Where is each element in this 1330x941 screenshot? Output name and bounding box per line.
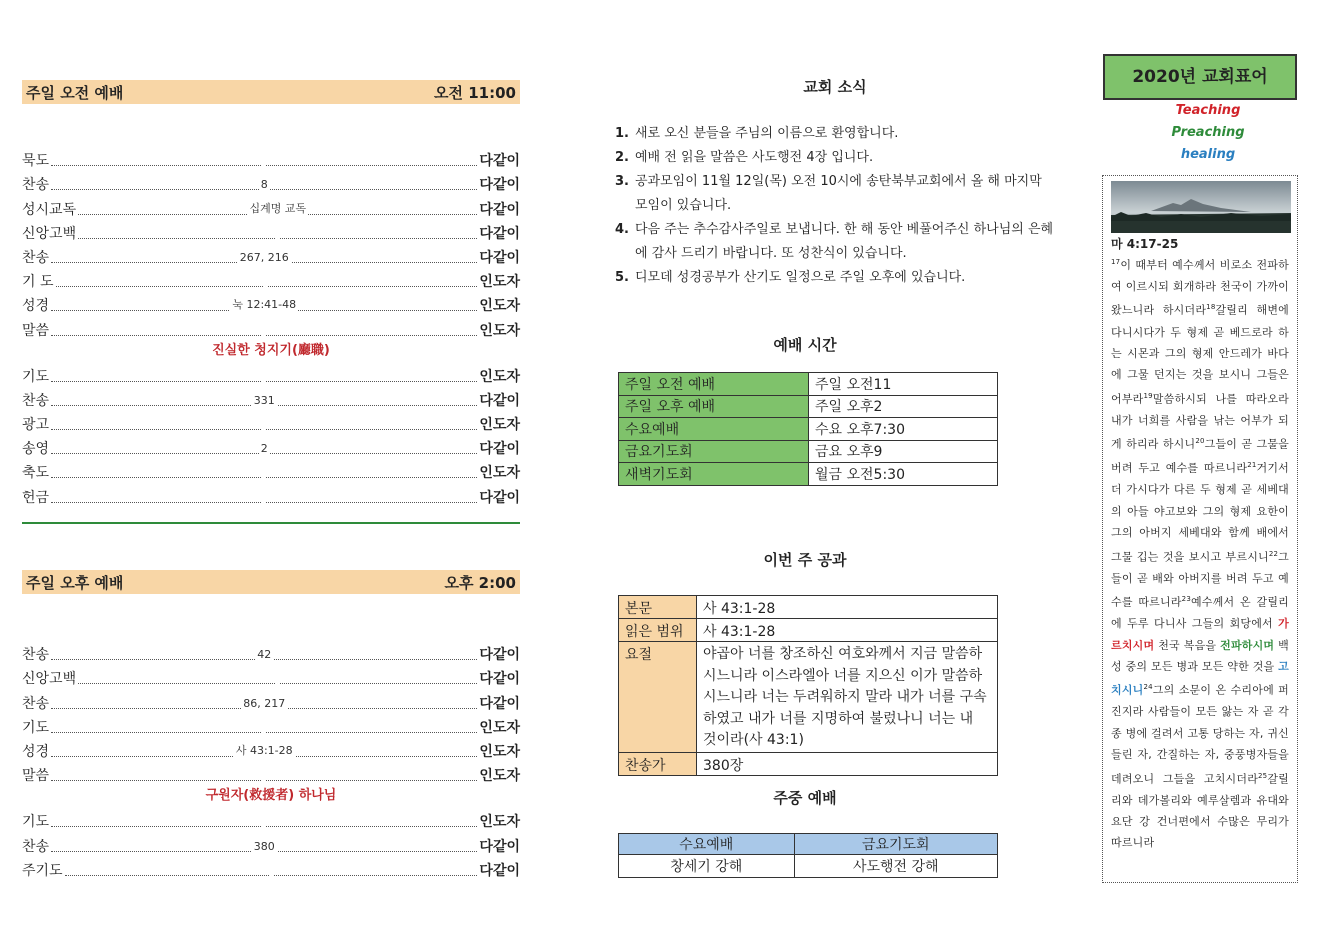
scripture-box — [1102, 175, 1298, 883]
lesson-table — [618, 595, 998, 776]
order-item-leader: 다같이 — [479, 225, 520, 242]
verse-highlight-teaching: 가르치시며 — [1111, 617, 1289, 652]
news-item-text: 새로 오신 분들을 주님의 이름으로 환영합니다. — [635, 126, 899, 141]
verse-highlight-healing: 고치시니 — [1111, 659, 1289, 697]
order-item-detail-text: 8 — [260, 178, 268, 192]
afternoon-order-list — [22, 640, 520, 880]
order-item-name: 송영 — [22, 441, 50, 458]
table-row — [619, 373, 998, 396]
order-item-detail-text — [269, 864, 273, 877]
order-item-detail — [51, 815, 477, 828]
news-item — [615, 218, 1055, 266]
news-item — [615, 170, 1055, 218]
lesson-value: 380장 — [697, 752, 998, 775]
order-row — [22, 458, 520, 482]
motto-preaching: Preaching — [1171, 125, 1245, 140]
order-item-name: 기도 — [22, 368, 50, 385]
motto-healing: healing — [1180, 147, 1236, 162]
afternoon-service — [22, 570, 520, 880]
order-item-detail — [78, 672, 477, 685]
afternoon-service-title: 주일 오후 예배 — [26, 573, 124, 592]
order-item-detail — [51, 442, 477, 455]
verse-segment: 백성 중의 모든 병과 모든 약한 것을 — [1111, 638, 1289, 673]
order-item-leader: 인도자 — [479, 768, 520, 785]
table-row — [619, 440, 998, 463]
order-row — [22, 170, 520, 194]
section-divider — [22, 522, 520, 524]
news-item-num: 5. — [615, 270, 629, 285]
order-item-detail — [51, 251, 477, 264]
order-item-name: 기도 — [22, 814, 50, 831]
church-news — [615, 76, 1055, 290]
order-item-name: 말씀 — [22, 322, 50, 339]
order-row — [22, 688, 520, 712]
verse-segment: 거기서 더 가시다가 다른 두 형제 곧 세베대의 아들 야고보와 그의 형제 요한이 그의 아버지 세베대와 함께 배에서 그물 깁는 것을 보시고 부르시니 — [1111, 461, 1289, 564]
lesson-label: 본문 — [619, 596, 697, 619]
order-row — [22, 219, 520, 243]
order-row — [22, 434, 520, 458]
news-item — [615, 122, 1055, 146]
verse-reference: 마 4:17-25 — [1111, 237, 1179, 251]
morning-service-time: 오전 11:00 — [434, 83, 516, 102]
order-item-name: 신앙고백 — [22, 225, 77, 242]
dot-leader — [51, 322, 477, 336]
midweek-header: 수요예배 — [619, 834, 795, 855]
order-row — [22, 315, 520, 339]
order-item-detail — [51, 324, 477, 337]
table-row — [619, 418, 998, 441]
table-row — [619, 596, 998, 619]
order-item-detail-text: 눅 12:41-48 — [232, 298, 297, 312]
order-item-leader: 인도자 — [479, 298, 520, 315]
order-item-detail-text — [262, 418, 266, 431]
order-item-detail-text: 380 — [253, 839, 275, 853]
motto-teaching: Teaching — [1175, 103, 1241, 118]
order-row — [22, 664, 520, 688]
order-item-detail-text: 331 — [253, 393, 275, 407]
order-item-leader: 인도자 — [479, 368, 520, 385]
order-item-detail-text: 십계명 교독 — [249, 201, 307, 215]
order-item-name: 축도 — [22, 465, 50, 482]
order-item-detail — [51, 648, 477, 661]
order-item-detail — [51, 742, 477, 758]
verse-highlight-preaching: 전파하시며 — [1220, 638, 1275, 652]
news-title: 교회 소식 — [803, 78, 867, 96]
midweek-table — [618, 833, 998, 878]
order-row — [22, 761, 520, 785]
verse-number: 21 — [1247, 461, 1257, 470]
lesson-value: 야곱아 너를 창조하신 여호와께서 지금 말씀하시느니라 이스라엘아 너를 지으신 이가 말씀하시느니라 너는 두려워하지 말라 내가 너를 구속하였고 내가 너를 지명하여 불렀나니 너는 내 것이라(사 43:1) — [697, 642, 998, 753]
order-item-detail-text — [262, 721, 266, 734]
motto-title: 2020년 교회표어 — [1103, 54, 1297, 100]
service-times-table — [618, 372, 998, 486]
order-item-detail — [51, 418, 477, 431]
order-item-leader: 인도자 — [479, 465, 520, 482]
order-item-detail — [51, 769, 477, 782]
order-item-detail — [51, 296, 477, 312]
dot-leader — [51, 743, 477, 757]
order-item-name: 헌금 — [22, 489, 50, 506]
order-item-leader: 다같이 — [479, 489, 520, 506]
order-item-detail — [51, 840, 477, 853]
dot-leader — [51, 489, 477, 503]
order-item-detail — [51, 466, 477, 479]
sermon-title: 구원자(救援者) 하나님 — [205, 788, 337, 804]
morning-service-title: 주일 오전 예배 — [26, 83, 124, 102]
verse-segment: 그의 소문이 온 수리아에 퍼진지라 사람들이 모든 앓는 자 곧 각종 병에 걸려서 고통 당하는 자, 귀신 들린 자, 간질하는 자, 중풍병자들을 데려오니 그들을 고치시더라 — [1111, 683, 1289, 786]
order-item-name: 말씀 — [22, 768, 50, 785]
dot-leader — [51, 813, 477, 827]
order-item-detail-text — [264, 275, 268, 288]
order-item-detail — [51, 721, 477, 734]
order-item-leader: 다같이 — [479, 392, 520, 409]
order-item-leader: 다같이 — [479, 249, 520, 266]
order-item-name: 찬송 — [22, 392, 50, 409]
news-item-num: 3. — [615, 174, 629, 189]
dot-leader — [51, 838, 477, 852]
table-row — [619, 834, 998, 855]
verse-number: 22 — [1268, 549, 1279, 558]
dot-leader — [51, 646, 477, 660]
news-item-text: 예배 전 읽을 말씀은 사도행전 4장 입니다. — [635, 150, 874, 165]
times-label: 주일 오전 예배 — [619, 373, 809, 396]
order-row — [22, 410, 520, 434]
order-item-leader: 인도자 — [479, 417, 520, 434]
verse-segment: 말씀하시되 나를 따라오라 내가 너희를 사람을 낚는 어부가 되게 하리라 하시니 — [1111, 392, 1289, 451]
midweek-header: 금요기도회 — [794, 834, 997, 855]
order-item-detail — [78, 200, 477, 216]
verse-number: 23 — [1181, 595, 1191, 604]
order-item-detail-text: 2 — [260, 442, 268, 456]
news-item-num: 2. — [615, 150, 629, 165]
dot-leader — [51, 176, 477, 190]
times-label: 새벽기도회 — [619, 463, 809, 486]
order-item-detail — [78, 227, 477, 240]
order-item-leader: 다같이 — [479, 838, 520, 855]
times-value: 금요 오후9 — [809, 440, 998, 463]
order-row — [22, 737, 520, 761]
verse-segment: 그들이 곧 배와 아버지를 버려 두고 예수를 따르니라 — [1111, 550, 1289, 609]
verse-number: 20 — [1195, 437, 1205, 446]
lesson-label: 찬송가 — [619, 752, 697, 775]
table-row — [619, 642, 998, 753]
order-item-detail-text — [262, 769, 266, 782]
order-item-detail-text — [262, 491, 266, 504]
order-item-leader: 인도자 — [479, 814, 520, 831]
order-row — [22, 856, 520, 880]
news-item — [615, 146, 1055, 170]
news-item-text: 공과모임이 11월 12일(목) 오전 10시에 송탄북부교회에서 올 해 마지막 모임이 있습니다. — [635, 174, 1042, 213]
order-item-leader: 인도자 — [479, 274, 520, 291]
times-label: 금요기도회 — [619, 440, 809, 463]
dot-leader — [51, 464, 477, 478]
order-item-leader: 인도자 — [479, 743, 520, 760]
lesson-value: 사 43:1-28 — [697, 596, 998, 619]
verse-number: 17 — [1111, 258, 1121, 266]
dot-leader — [56, 273, 478, 287]
order-item-detail-text — [262, 466, 266, 479]
order-item-detail-text: 사 43:1-28 — [235, 743, 293, 757]
order-item-leader: 인도자 — [479, 719, 520, 736]
order-row — [22, 482, 520, 506]
dot-leader — [51, 249, 477, 263]
order-row — [22, 194, 520, 218]
table-row — [619, 395, 998, 418]
order-item-detail-text — [276, 672, 280, 685]
order-row — [22, 831, 520, 855]
dot-leader — [51, 695, 477, 709]
order-item-detail-text: 42 — [257, 648, 272, 662]
lesson-value: 사 43:1-28 — [697, 619, 998, 642]
order-item-detail — [51, 370, 477, 383]
morning-service — [22, 80, 520, 507]
order-item-name: 광고 — [22, 417, 50, 434]
afternoon-service-header — [22, 570, 520, 594]
table-row — [619, 752, 998, 775]
verse-segment: 그들이 곧 그물을 버려 두고 예수를 따르니라 — [1111, 437, 1289, 475]
order-item-name: 신앙고백 — [22, 671, 77, 688]
order-item-detail — [51, 697, 477, 710]
afternoon-service-time: 오후 2:00 — [444, 573, 516, 592]
order-row — [22, 386, 520, 410]
order-item-detail — [56, 275, 478, 288]
order-row — [22, 291, 520, 315]
dot-leader — [78, 225, 477, 239]
order-item-detail-text — [262, 154, 266, 167]
order-item-leader: 다같이 — [479, 201, 520, 218]
mountain-landscape-image — [1111, 181, 1291, 233]
order-item-name: 묵도 — [22, 153, 50, 170]
verse-number: 24 — [1143, 683, 1153, 692]
news-item-num: 1. — [615, 126, 629, 141]
dot-leader — [51, 297, 477, 311]
order-item-name: 찬송 — [22, 249, 50, 266]
order-item-leader: 다같이 — [479, 695, 520, 712]
times-label: 주일 오후 예배 — [619, 395, 809, 418]
order-item-name: 주기도 — [22, 862, 63, 879]
times-value: 주일 오전11 — [809, 373, 998, 396]
order-item-detail — [51, 491, 477, 504]
order-item-detail-text: 86, 217 — [243, 696, 286, 710]
dot-leader — [78, 201, 477, 215]
verse-text — [1111, 252, 1289, 854]
order-item-name: 찬송 — [22, 177, 50, 194]
news-item-num: 4. — [615, 222, 629, 237]
table-row — [619, 855, 998, 878]
order-item-leader: 다같이 — [479, 441, 520, 458]
order-row — [22, 243, 520, 267]
order-item-name: 기도 — [22, 719, 50, 736]
table-row — [619, 619, 998, 642]
order-item-name: 성경 — [22, 298, 50, 315]
order-item-detail — [65, 864, 478, 877]
order-row — [22, 146, 520, 170]
order-item-detail-text — [276, 227, 280, 240]
dot-leader — [51, 719, 477, 733]
lesson-title: 이번 주 공과 — [763, 551, 847, 569]
order-item-detail — [51, 178, 477, 191]
times-value: 월금 오전5:30 — [809, 463, 998, 486]
midweek-value: 창세기 강해 — [619, 855, 795, 878]
order-item-name: 성시교독 — [22, 201, 77, 218]
order-row — [22, 807, 520, 831]
order-item-name: 찬송 — [22, 695, 50, 712]
dot-leader — [78, 670, 477, 684]
lesson-label: 요절 — [619, 642, 697, 753]
dot-leader — [65, 862, 478, 876]
order-row — [22, 362, 520, 386]
dot-leader — [51, 767, 477, 781]
verse-number: 19 — [1143, 391, 1153, 400]
order-item-leader: 다같이 — [479, 671, 520, 688]
verse-number: 25 — [1258, 771, 1268, 780]
dot-leader — [51, 440, 477, 454]
midweek-value: 사도행전 강해 — [794, 855, 997, 878]
order-item-detail-text — [262, 324, 266, 337]
order-row — [22, 713, 520, 737]
order-item-name: 성경 — [22, 743, 50, 760]
verse-segment: 천국 복음을 — [1154, 638, 1221, 652]
order-item-leader: 인도자 — [479, 322, 520, 339]
times-label: 수요예배 — [619, 418, 809, 441]
news-item-text: 다음 주는 추수감사주일로 보냅니다. 한 해 동안 베풀어주신 하나님의 은혜에 감사 드리기 바랍니다. 또 성찬식이 있습니다. — [635, 222, 1054, 261]
morning-service-header — [22, 80, 520, 104]
verse-segment: 예수께서 온 갈릴리에 두루 다니사 그들의 회당에서 — [1111, 595, 1289, 631]
order-item-leader: 다같이 — [479, 177, 520, 194]
order-item-detail — [51, 394, 477, 407]
news-list — [615, 122, 1055, 290]
verse-segment: 갈릴리와 데가볼리와 예루살렘과 유대와 요단 강 건너편에서 수많은 무리가 따르니라 — [1111, 772, 1289, 850]
verse-segment: 갈릴리 해변에 다니시다가 두 형제 곧 베드로라 하는 시몬과 그의 형제 안드레가 바다에 그물 던지는 것을 보시니 그들은 어부라 — [1111, 304, 1289, 406]
dot-leader — [51, 368, 477, 382]
sermon-title: 진실한 청지기(廳職) — [212, 342, 330, 358]
order-item-leader: 다같이 — [479, 862, 520, 879]
lesson-label: 읽은 범위 — [619, 619, 697, 642]
order-item-detail-text — [262, 815, 266, 828]
morning-order-list — [22, 146, 520, 507]
times-value: 주일 오후2 — [809, 395, 998, 418]
order-item-detail-text: 267, 216 — [239, 250, 289, 264]
order-item-name: 기 도 — [22, 274, 54, 291]
news-item — [615, 266, 1055, 290]
verse-number: 18 — [1206, 303, 1216, 312]
dot-leader — [51, 152, 477, 166]
order-item-detail-text — [262, 370, 266, 383]
times-title: 예배 시간 — [773, 336, 837, 354]
order-item-leader: 다같이 — [479, 647, 520, 664]
order-item-leader: 다같이 — [479, 153, 520, 170]
times-value: 수요 오후7:30 — [809, 418, 998, 441]
midweek-title: 주중 예배 — [773, 789, 837, 807]
order-row — [22, 267, 520, 291]
order-item-name: 찬송 — [22, 647, 50, 664]
order-row — [22, 640, 520, 664]
order-item-name: 찬송 — [22, 838, 50, 855]
news-item-text: 디모데 성경공부가 산기도 일정으로 주일 오후에 있습니다. — [635, 270, 966, 285]
table-row — [619, 463, 998, 486]
dot-leader — [51, 416, 477, 430]
dot-leader — [51, 392, 477, 406]
order-item-detail — [51, 154, 477, 167]
verse-segment: 이 때부터 예수께서 비로소 전파하여 이르시되 회개하라 천국이 가까이 왔느니라 하시더라 — [1111, 258, 1289, 318]
